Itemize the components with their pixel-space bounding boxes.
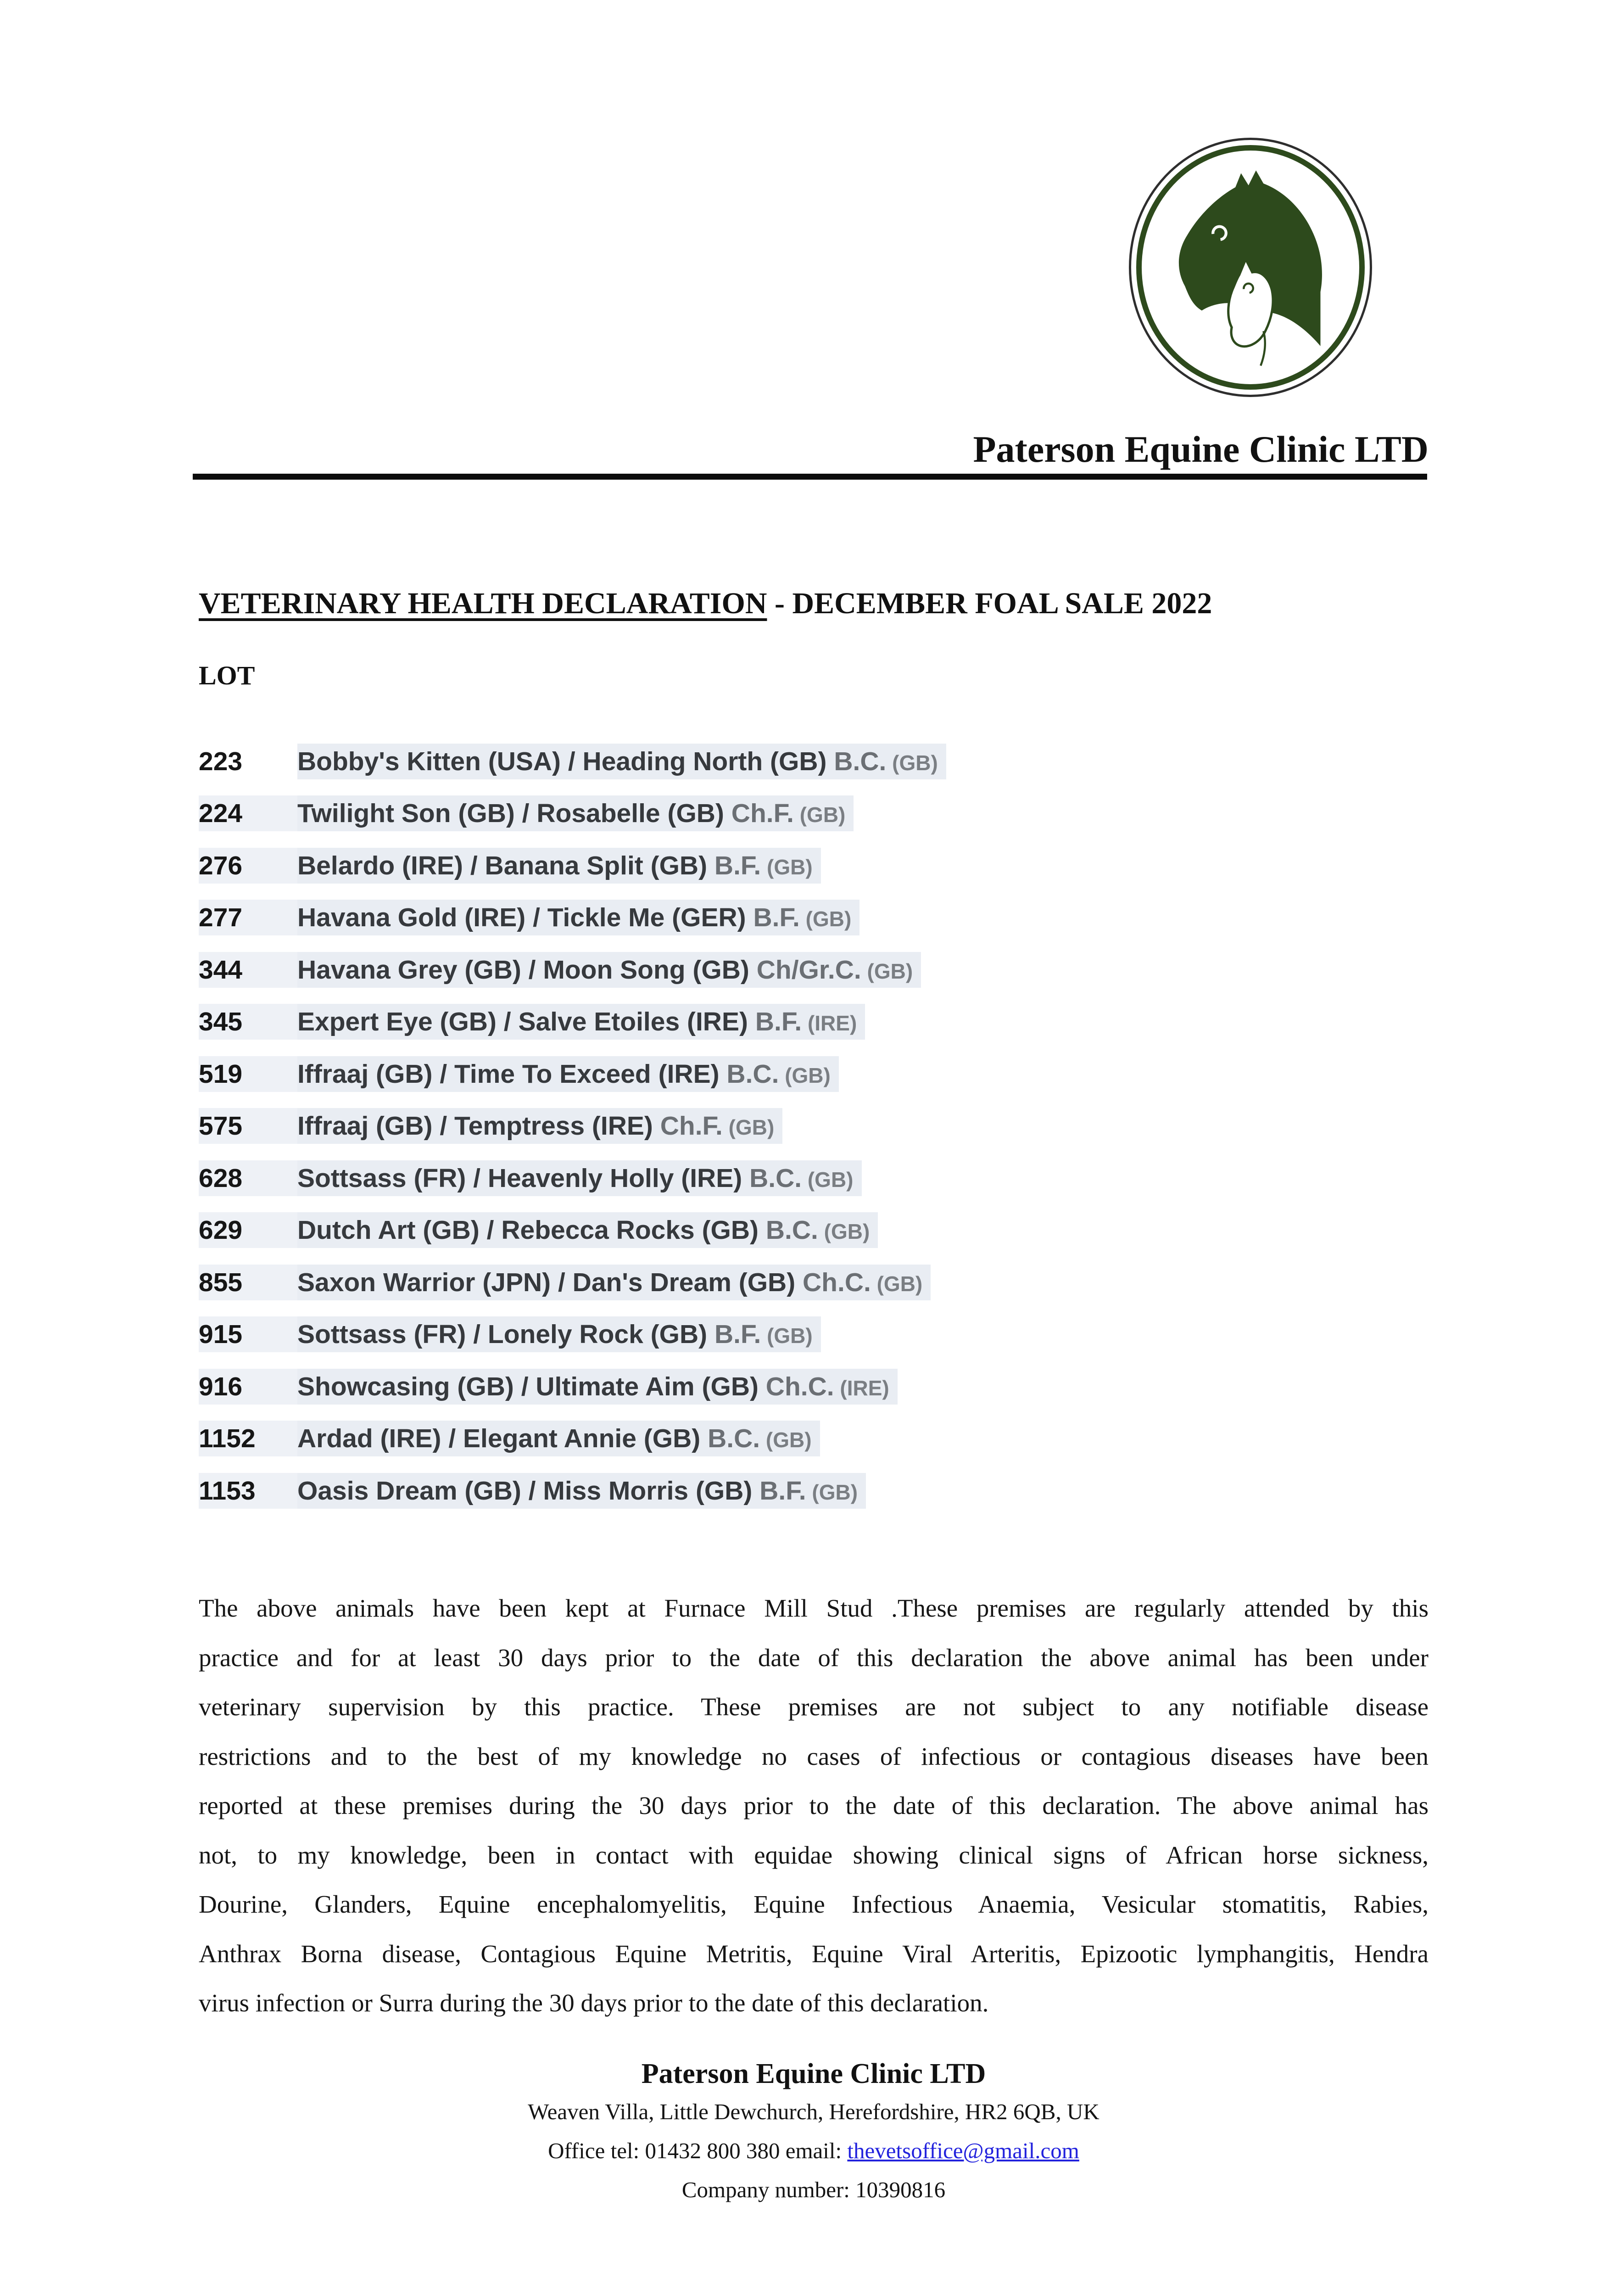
lot-origin-suffix: (IRE) xyxy=(834,1376,889,1400)
lot-sire-dam: Ardad (IRE) / Elegant Annie (GB) xyxy=(297,1424,701,1454)
lot-origin-suffix: (GB) xyxy=(806,1480,858,1504)
lot-sire-dam: Saxon Warrior (JPN) / Dan's Dream (GB) xyxy=(297,1267,796,1297)
declaration-line: Dourine, Glanders, Equine encephalomyelitis, Equine Infectious Anaemia, Vesicular stomatitis, Rabies, xyxy=(199,1890,1429,1918)
lot-number: 575 xyxy=(199,1108,297,1144)
footer-email-link[interactable]: thevetsoffice@gmail.com xyxy=(847,2138,1079,2163)
lot-entry xyxy=(297,1316,821,1352)
lot-sire-dam: Sottsass (FR) / Lonely Rock (GB) xyxy=(297,1320,708,1349)
lot-number: 855 xyxy=(199,1265,297,1300)
lot-origin-suffix: (GB) xyxy=(802,1167,854,1192)
document-title xyxy=(199,588,1212,620)
lot-colour-sex-code: B.C. xyxy=(700,1424,760,1454)
lot-colour-sex-code: B.C. xyxy=(719,1059,779,1089)
lot-entry xyxy=(297,952,921,988)
lot-colour-sex-code: B.C. xyxy=(742,1163,802,1193)
declaration-line: Anthrax Borna disease, Contagious Equine Metritis, Equine Viral Arteritis, Epizootic lymphangitis, Hendra xyxy=(199,1939,1429,1968)
lot-number: 519 xyxy=(199,1056,297,1092)
declaration-paragraph xyxy=(199,1584,1429,2028)
header-clinic-name: Paterson Equine Clinic LTD xyxy=(973,428,1429,470)
lot-number: 223 xyxy=(199,746,243,776)
lot-number: 276 xyxy=(199,848,297,884)
footer-clinic-name: Paterson Equine Clinic LTD xyxy=(641,2058,986,2089)
lot-row xyxy=(199,1100,1429,1153)
lot-number: 1153 xyxy=(199,1473,297,1509)
lot-row xyxy=(199,996,1429,1048)
lot-row xyxy=(199,788,1429,840)
lot-colour-sex-code: Ch/Gr.C. xyxy=(749,955,861,985)
lot-colour-sex-code: B.F. xyxy=(707,851,761,880)
lot-colour-sex-code: Ch.F. xyxy=(724,799,794,828)
lot-number: 916 xyxy=(199,1369,297,1405)
lot-entry xyxy=(297,1108,782,1144)
lot-colour-sex-code: Ch.C. xyxy=(758,1371,834,1401)
lot-row xyxy=(199,1204,1429,1257)
lot-entry xyxy=(297,795,854,831)
lot-number: 345 xyxy=(199,1004,297,1040)
lot-row xyxy=(199,944,1429,996)
lot-origin-suffix: (GB) xyxy=(760,1428,812,1452)
lot-row xyxy=(199,1152,1429,1204)
lot-row xyxy=(199,1048,1429,1100)
lot-origin-suffix: (GB) xyxy=(799,907,852,931)
lot-sire-dam: Showcasing (GB) / Ultimate Aim (GB) xyxy=(297,1371,759,1401)
lot-number: 1152 xyxy=(199,1421,297,1456)
lot-sire-dam: Dutch Art (GB) / Rebecca Rocks (GB) xyxy=(297,1215,759,1245)
lot-entry xyxy=(297,744,946,779)
lot-colour-sex-code: B.C. xyxy=(826,746,887,776)
lot-entry xyxy=(297,1004,865,1040)
footer-address: Weaven Villa, Little Dewchurch, Herefordshire, HR2 6QB, UK xyxy=(528,2099,1099,2124)
lot-entry xyxy=(297,1056,839,1092)
lot-colour-sex-code: Ch.C. xyxy=(795,1267,871,1297)
lot-column-label: LOT xyxy=(199,661,255,690)
lot-sire-dam: Expert Eye (GB) / Salve Etoiles (IRE) xyxy=(297,1007,748,1037)
lot-origin-suffix: (IRE) xyxy=(802,1011,857,1036)
lot-row xyxy=(199,1413,1429,1465)
footer-contact xyxy=(199,2131,1429,2170)
lot-entry xyxy=(297,1369,898,1405)
lot-sire-dam: Belardo (IRE) / Banana Split (GB) xyxy=(297,851,708,880)
footer-company-number: Company number: 10390816 xyxy=(681,2177,946,2202)
lot-entry xyxy=(297,1473,866,1509)
lot-sire-dam: Oasis Dream (GB) / Miss Morris (GB) xyxy=(297,1476,753,1506)
lot-origin-suffix: (GB) xyxy=(779,1063,831,1087)
lot-row xyxy=(199,840,1429,892)
lot-origin-suffix: (GB) xyxy=(793,803,846,827)
lot-origin-suffix: (GB) xyxy=(861,959,913,983)
footer xyxy=(199,2055,1429,2209)
lot-colour-sex-code: B.C. xyxy=(759,1215,818,1245)
lot-row xyxy=(199,1465,1429,1517)
logo-green-ring xyxy=(1136,145,1365,390)
lot-entry xyxy=(297,1212,878,1248)
lot-sire-dam: Sottsass (FR) / Heavenly Holly (IRE) xyxy=(297,1163,742,1193)
lot-sire-dam: Bobby's Kitten (USA) / Heading North (GB) xyxy=(297,746,827,776)
lot-colour-sex-code: B.F. xyxy=(752,1476,806,1506)
declaration-line: restrictions and to the best of my knowledge no cases of infectious or contagious diseases have been xyxy=(199,1742,1429,1770)
declaration-line: virus infection or Surra during the 30 days prior to the date of this declaration. xyxy=(199,1989,989,2017)
lot-origin-suffix: (GB) xyxy=(761,1324,813,1348)
lot-row xyxy=(199,1309,1429,1361)
lot-row xyxy=(199,1256,1429,1309)
document-title-rest: - DECEMBER FOAL SALE 2022 xyxy=(767,587,1212,620)
lot-list xyxy=(199,735,1429,1517)
lot-entry xyxy=(297,1265,931,1300)
declaration-line: The above animals have been kept at Furnace Mill Stud .These premises are regularly attended by this xyxy=(199,1594,1429,1622)
clinic-logo xyxy=(1129,138,1372,397)
lot-colour-sex-code: B.F. xyxy=(748,1007,802,1037)
lot-sire-dam: Iffraaj (GB) / Time To Exceed (IRE) xyxy=(297,1059,720,1089)
lot-origin-suffix: (GB) xyxy=(722,1115,775,1140)
lot-colour-sex-code: B.F. xyxy=(746,903,800,933)
declaration-line: practice and for at least 30 days prior to the date of this declaration the above animal has been under xyxy=(199,1643,1429,1672)
lot-entry xyxy=(297,848,821,884)
lot-entry xyxy=(297,900,859,935)
lot-number: 277 xyxy=(199,900,297,935)
lot-origin-suffix: (GB) xyxy=(871,1271,923,1296)
declaration-line: reported at these premises during the 30 days prior to the date of this declaration. The above animal has xyxy=(199,1791,1429,1819)
lot-number: 224 xyxy=(199,795,297,831)
lot-row xyxy=(199,1360,1429,1413)
lot-row xyxy=(199,735,1429,788)
lot-sire-dam: Havana Gold (IRE) / Tickle Me (GER) xyxy=(297,903,746,933)
lot-colour-sex-code: B.F. xyxy=(707,1320,761,1349)
lot-number: 344 xyxy=(199,952,297,988)
lot-origin-suffix: (GB) xyxy=(818,1220,870,1244)
logo-outer-ring xyxy=(1129,138,1372,397)
header-rule xyxy=(193,474,1427,480)
lot-colour-sex-code: Ch.F. xyxy=(653,1111,723,1141)
declaration-line: not, to my knowledge, been in contact with equidae showing clinical signs of African horse sickness, xyxy=(199,1841,1429,1869)
lot-origin-suffix: (GB) xyxy=(886,750,938,775)
lot-row xyxy=(199,892,1429,944)
footer-contact-prefix: Office tel: 01432 800 380 email: xyxy=(548,2138,848,2163)
lot-entry xyxy=(297,1160,862,1196)
lot-entry xyxy=(297,1421,820,1456)
lot-number: 628 xyxy=(199,1160,297,1196)
lot-number: 915 xyxy=(199,1316,297,1352)
lot-origin-suffix: (GB) xyxy=(761,855,813,879)
lot-sire-dam: Twilight Son (GB) / Rosabelle (GB) xyxy=(297,799,724,828)
declaration-line: veterinary supervision by this practice. These premises are not subject to any notifiable disease xyxy=(199,1693,1429,1721)
lot-number: 629 xyxy=(199,1212,297,1248)
lot-sire-dam: Havana Grey (GB) / Moon Song (GB) xyxy=(297,955,749,985)
document-title-underlined: VETERINARY HEALTH DECLARATION xyxy=(199,587,767,620)
horse-heads-icon xyxy=(1157,165,1344,370)
lot-sire-dam: Iffraaj (GB) / Temptress (IRE) xyxy=(297,1111,653,1141)
